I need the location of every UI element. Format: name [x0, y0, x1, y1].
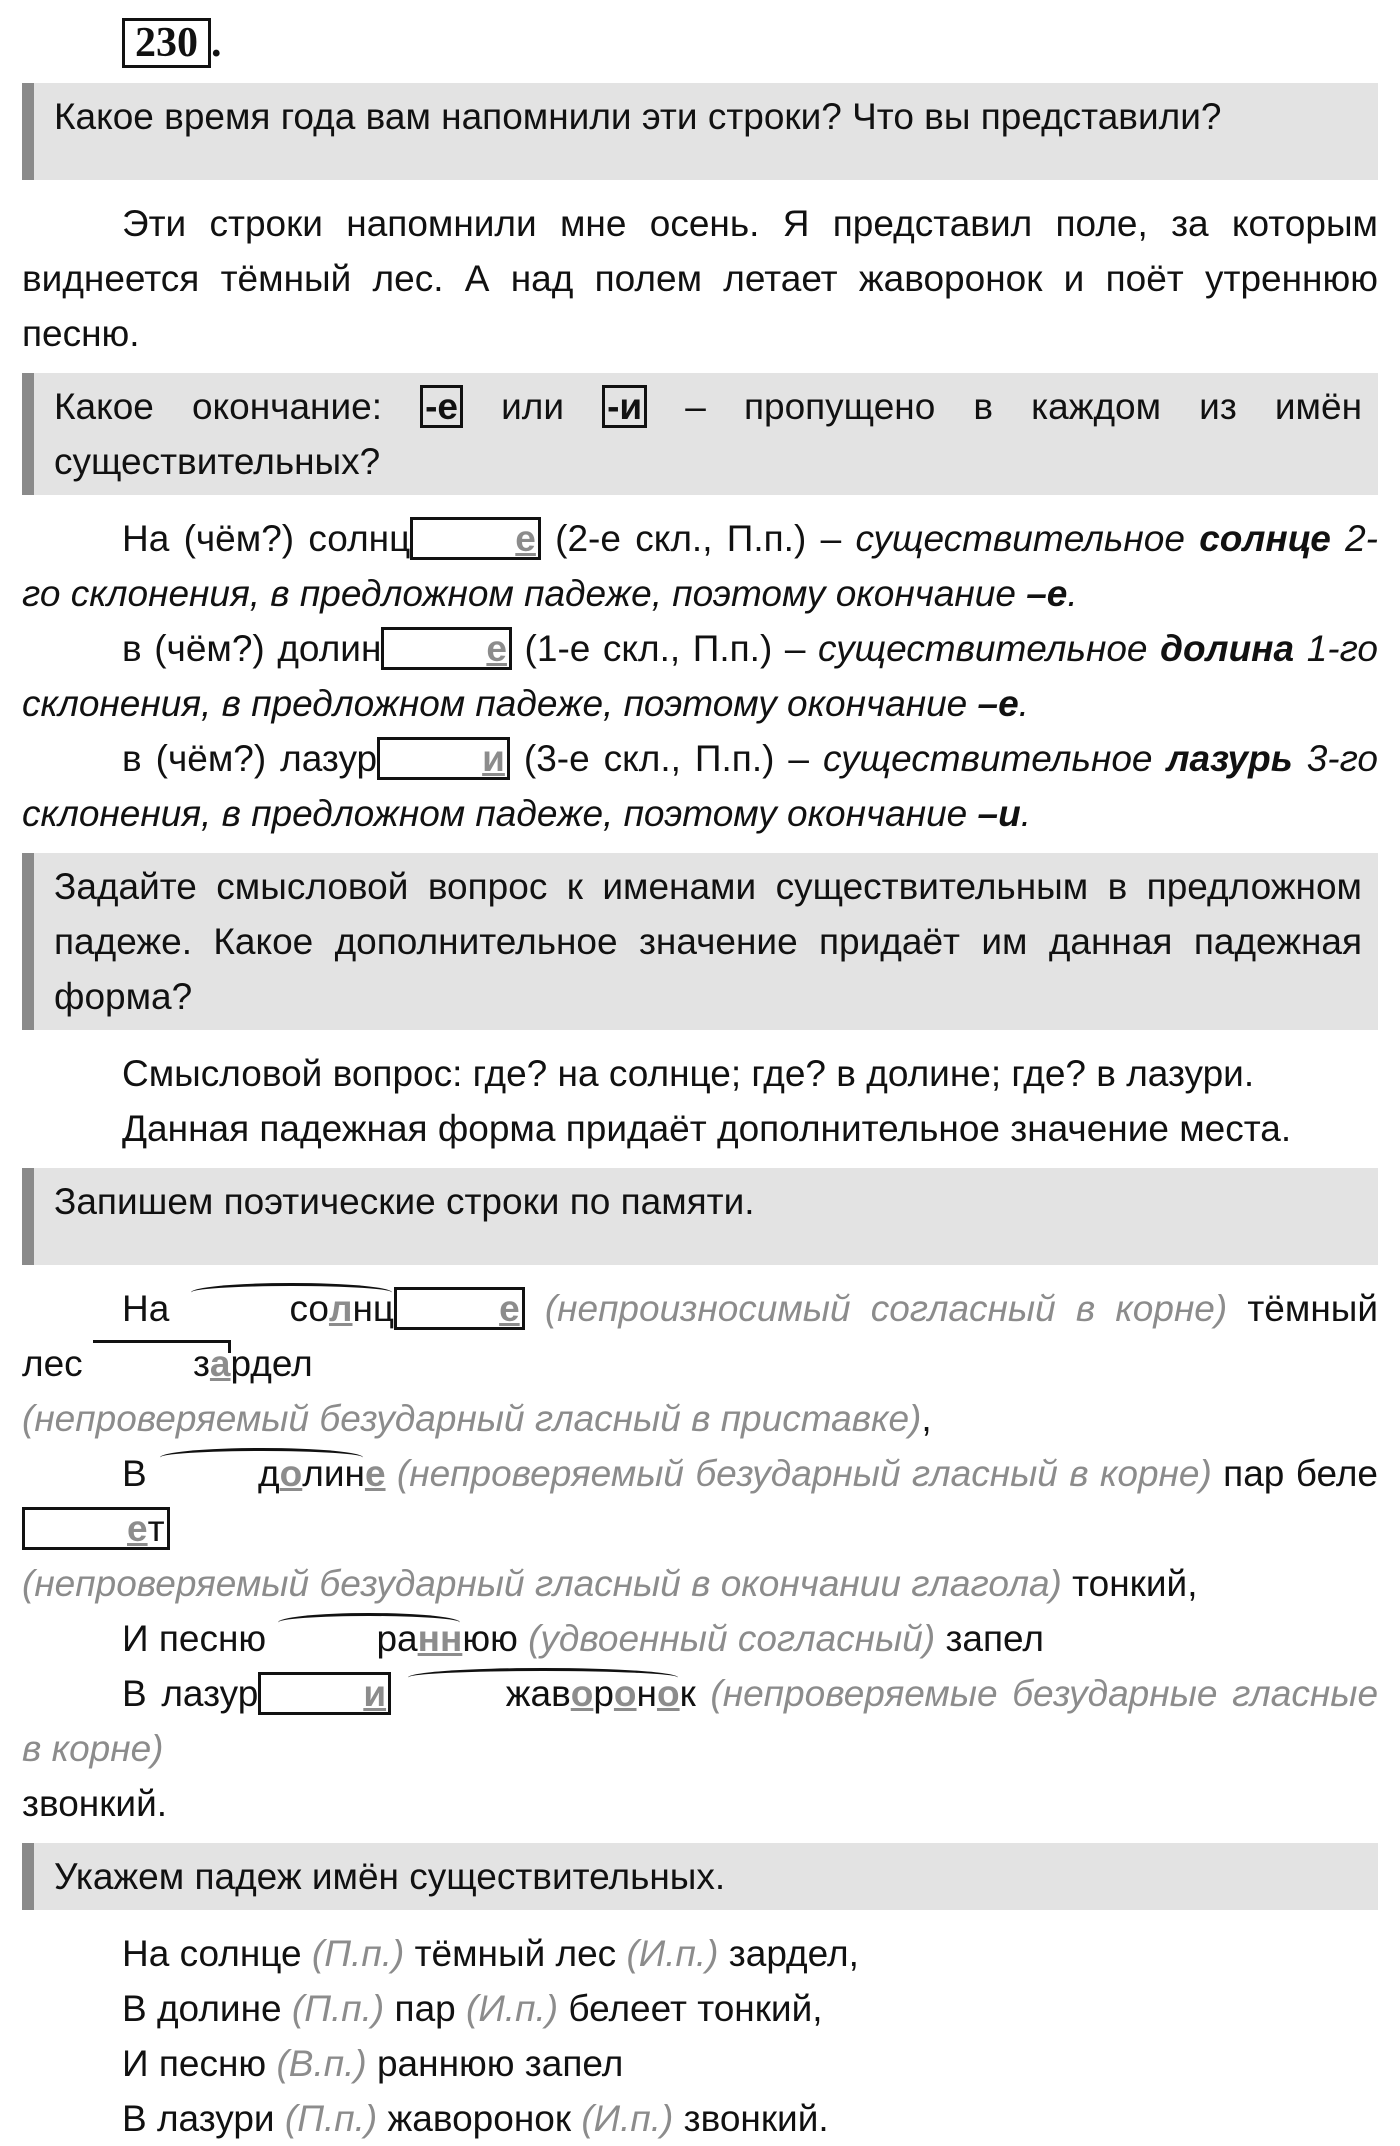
highlighted-letter: а: [209, 1343, 231, 1384]
case-label: (П.п.): [311, 1933, 405, 1974]
word-ending-box: и: [377, 737, 510, 780]
highlighted-letter: о: [613, 1673, 637, 1714]
case-label: (П.п.): [284, 2098, 378, 2139]
poem-text: к: [679, 1673, 696, 1714]
case-line: [22, 1926, 1378, 1981]
poem-line-1: [22, 1281, 1378, 1446]
case-label: (И.п.): [581, 2098, 674, 2139]
poem-text: т: [147, 1508, 165, 1549]
root-arc: [158, 1446, 365, 1501]
item-final-ending: –и: [977, 793, 1021, 834]
case-text: пар: [384, 1988, 467, 2029]
case-text: В лазури: [122, 2098, 285, 2139]
spelling-note: (непроверяемый безударный гласный в приставке): [22, 1398, 922, 1439]
spelling-note: (непроизносимый согласный в корне): [524, 1288, 1228, 1329]
item-desc-2: 1-го склонения, в предложном падеже, поэтому окончание: [22, 628, 1378, 724]
poem-text: юю: [462, 1618, 518, 1659]
poem-text: жав: [505, 1673, 571, 1714]
item-desc-2: 3-го склонения, в предложном падеже, поэтому окончание: [22, 738, 1379, 834]
answer-2: [22, 511, 1378, 841]
poem-text: р: [593, 1673, 614, 1714]
poem-line-2: [22, 1446, 1378, 1611]
exercise-number-dot: .: [211, 20, 222, 66]
answer-3-line-1: Смысловой вопрос: где? на солнце; где? в долине; где? в лазури.: [122, 1053, 1255, 1094]
exercise-header: [22, 16, 1378, 71]
highlighted-letter: о: [279, 1453, 303, 1494]
item-prefix: в (чём?): [122, 738, 281, 779]
ending-box: и: [258, 1672, 391, 1715]
item-final-ending: –е: [1026, 573, 1068, 614]
poem-text: На: [122, 1288, 190, 1329]
answer-3-line-2: Данная падежная форма придаёт дополнительное значение места.: [122, 1108, 1292, 1149]
spelling-note: (удвоенный согласный): [517, 1618, 936, 1659]
answer-2-item: [22, 511, 1378, 621]
poem-text: ,: [921, 1398, 932, 1439]
question-2-middle: или: [462, 386, 603, 427]
item-word: долина: [1160, 628, 1295, 669]
answer-2-item: [22, 621, 1378, 731]
poem-text: И песню: [122, 1618, 277, 1659]
case-text: раннюю запел: [366, 2043, 624, 2084]
case-label: (В.п.): [276, 2043, 367, 2084]
highlighted-letter: нн: [417, 1618, 463, 1659]
word-ending-box: е: [381, 627, 512, 670]
item-desc: существительное: [823, 738, 1167, 779]
item-info: (2-е скл., П.п.) –: [540, 518, 856, 559]
ending-box: [22, 1507, 170, 1550]
case-text: зардел,: [718, 1933, 859, 1974]
poem-text: запел: [935, 1618, 1044, 1659]
highlighted-letter: е: [364, 1453, 386, 1494]
case-label: (П.п.): [291, 1988, 385, 2029]
item-prefix: На (чём?): [122, 518, 309, 559]
poem-text: лин: [302, 1453, 365, 1494]
spelling-note: (непроверяемый безударный гласный в корне): [385, 1453, 1212, 1494]
word-stem: долин: [277, 628, 382, 669]
poem-text: н: [636, 1673, 657, 1714]
root-arc: [276, 1611, 462, 1666]
question-2-before: Какое окончание:: [54, 386, 421, 427]
spelling-note: (непроверяемые безударные гласные в корне): [22, 1673, 1379, 1769]
question-1-text: Какое время года вам напомнили эти строки? Что вы представили?: [54, 96, 1222, 137]
question-5: [22, 1843, 1378, 1910]
question-5-text: Укажем падеж имён существительных.: [54, 1856, 726, 1897]
poem-text: тёмный лес: [22, 1288, 1379, 1384]
question-4: [22, 1168, 1378, 1265]
exercise-number: 230: [122, 18, 211, 68]
ending-box: е: [394, 1287, 525, 1330]
highlighted-letter: о: [570, 1673, 594, 1714]
poem-text: В лазур: [122, 1673, 259, 1714]
item-prefix: в (чём?): [122, 628, 278, 669]
question-2-after: – пропущено в каждом из имён существительных?: [54, 386, 1362, 482]
item-word: солнце: [1199, 518, 1331, 559]
poem-text: тонкий,: [1061, 1563, 1198, 1604]
case-label: (И.п.): [626, 1933, 719, 1974]
item-info: (1-е скл., П.п.) –: [511, 628, 819, 669]
root-arc: [189, 1281, 394, 1336]
item-final-ending: –е: [977, 683, 1019, 724]
question-3: [22, 853, 1378, 1030]
item-dot: .: [1018, 683, 1029, 724]
poem-text: пар беле: [1211, 1453, 1378, 1494]
case-text: И песню: [122, 2043, 277, 2084]
word-stem: лазур: [280, 738, 378, 779]
spelling-note: (непроверяемый безударный гласный в окончании глагола): [22, 1563, 1062, 1604]
cases-list: [22, 1926, 1378, 2146]
poem-line-4: [22, 1666, 1378, 1831]
poem-text: д: [258, 1453, 280, 1494]
case-text: В долине: [122, 1988, 292, 2029]
poem-text: В: [122, 1453, 159, 1494]
case-text: тёмный лес: [404, 1933, 627, 1974]
root-arc: [406, 1666, 680, 1721]
poem-text: нц: [352, 1288, 395, 1329]
poem-text: звонкий.: [22, 1783, 168, 1824]
highlighted-letter: о: [656, 1673, 680, 1714]
word-ending-box: е: [410, 517, 541, 560]
highlighted-letter: е: [127, 1508, 148, 1549]
case-label: (И.п.): [466, 1988, 559, 2029]
case-text: жаворонок: [377, 2098, 582, 2139]
question-3-text: Задайте смысловой вопрос к именами существительным в предложном падеже. Какое дополнительное значение придаёт им данная падежная форма?: [54, 866, 1362, 1017]
item-desc: существительное: [818, 628, 1161, 669]
question-2: [22, 373, 1378, 495]
word-stem: солнц: [308, 518, 411, 559]
case-text: На солнце: [122, 1933, 312, 1974]
item-desc: существительное: [855, 518, 1200, 559]
case-text: белеет тонкий,: [558, 1988, 823, 2029]
ending-e-box: -е: [420, 385, 463, 428]
answer-1: Эти строки напомнили мне осень. Я представил поле, за которым виднеется тёмный лес. А над полем летает жаворонок и поёт утреннюю песню.: [22, 203, 1378, 354]
case-line: [22, 1981, 1378, 2036]
item-desc-2: 2-го склонения, в предложном падеже, поэтому окончание: [22, 518, 1378, 614]
ending-i-box: -и: [602, 385, 647, 428]
poem-analysis: [22, 1281, 1378, 1831]
poem-text: ра: [376, 1618, 418, 1659]
case-line: [22, 2091, 1378, 2146]
poem-text: з: [192, 1343, 210, 1384]
poem-text: [391, 1673, 406, 1714]
item-dot: .: [1067, 573, 1078, 614]
poem-line-3: [22, 1611, 1378, 1666]
poem-text: рдел: [230, 1343, 313, 1384]
question-4-text: Запишем поэтические строки по памяти.: [54, 1181, 755, 1222]
item-word: лазурь: [1166, 738, 1293, 779]
question-1: [22, 83, 1378, 180]
case-text: звонкий.: [673, 2098, 829, 2139]
highlighted-letter: л: [328, 1288, 353, 1329]
answer-2-item: [22, 731, 1378, 841]
item-dot: .: [1020, 793, 1031, 834]
prefix-mark: [93, 1336, 231, 1391]
poem-text: со: [289, 1288, 329, 1329]
item-info: (3-е скл., П.п.) –: [509, 738, 824, 779]
case-line: [22, 2036, 1378, 2091]
